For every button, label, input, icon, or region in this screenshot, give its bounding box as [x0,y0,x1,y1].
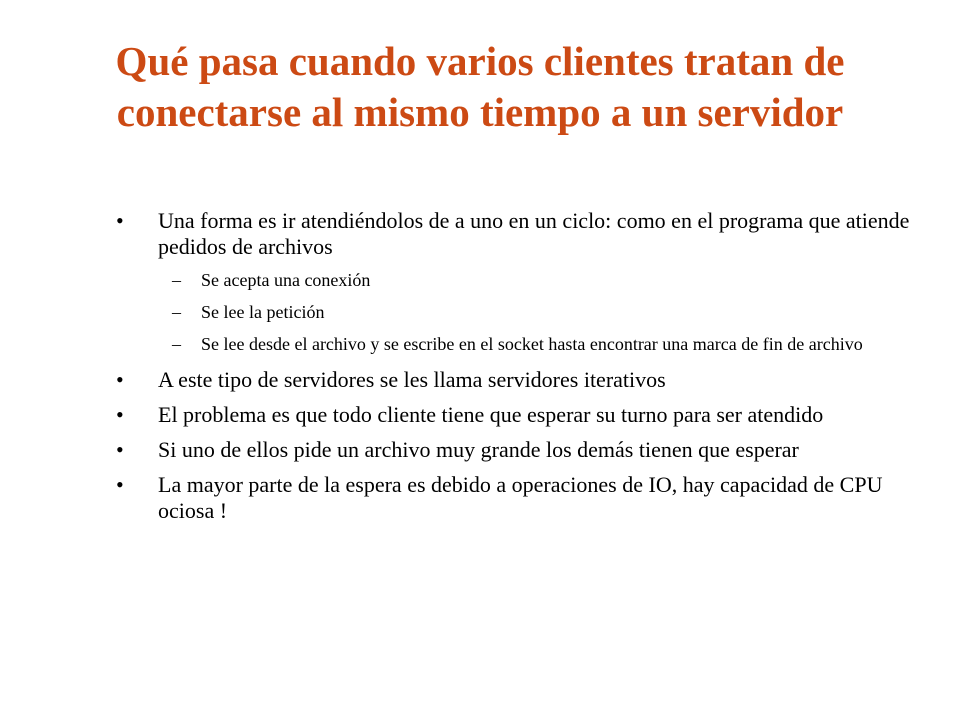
bullet-marker: • [116,367,124,392]
bullet-text: A este tipo de servidores se les llama servidores iterativos [158,367,666,392]
bullet-text: Una forma es ir atendiéndolos de a uno en un ciclo: como en el programa que atiende pedidos de archivos [158,208,910,259]
bullet-text: El problema es que todo cliente tiene que esperar su turno para ser atendido [158,402,824,427]
sub-bullet-marker: – [172,302,181,322]
bullet-list [112,208,912,533]
sub-bullet-text: Se acepta una conexión [201,270,371,290]
bullet-marker: • [116,437,124,462]
bullet-marker: • [116,208,124,233]
bullet-text: Si uno de ellos pide un archivo muy grande los demás tienen que esperar [158,437,799,462]
sub-bullet-marker: – [172,334,181,354]
bullet-marker: • [116,472,124,497]
sub-bullet-item [112,301,912,324]
sub-bullet-marker: – [172,270,181,290]
sub-bullet-text: Se lee la petición [201,302,325,322]
sub-bullet-text: Se lee desde el archivo y se escribe en el socket hasta encontrar una marca de fin de archivo [201,334,863,354]
sub-bullet-item [112,269,912,292]
bullet-item [112,367,912,393]
bullet-item [112,208,912,260]
bullet-text: La mayor parte de la espera es debido a operaciones de IO, hay capacidad de CPU ociosa ! [158,472,883,523]
bullet-item [112,437,912,463]
slide-title: Qué pasa cuando varios clientes tratan de conectarse al mismo tiempo a un servidor [115,38,845,135]
bullet-marker: • [116,402,124,427]
bullet-item [112,472,912,524]
bullet-item [112,402,912,428]
sub-bullet-item [112,333,912,356]
